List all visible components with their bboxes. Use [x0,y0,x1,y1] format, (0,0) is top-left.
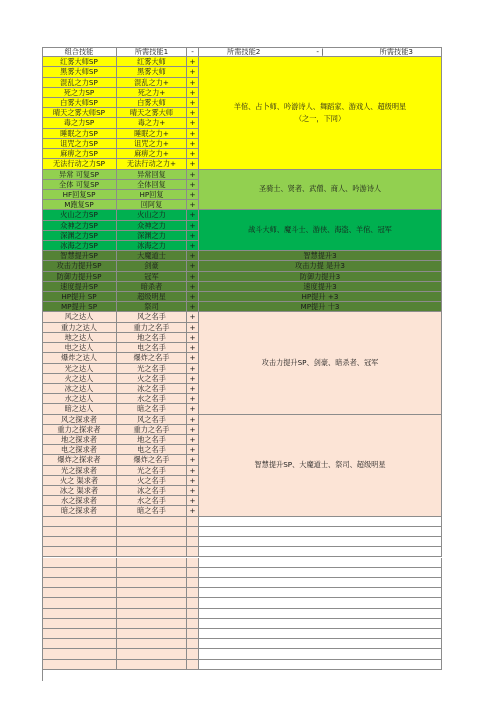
required-skill-1-cell[interactable]: 电之名手 [117,343,187,353]
combo-skill-cell[interactable]: 光之探求者 [42,466,117,476]
required-skill-1-cell[interactable]: 死之力+ [117,88,187,98]
empty-cell[interactable] [187,527,199,537]
plus-cell[interactable]: + [187,57,199,67]
required-skill-1-cell[interactable]: 地之名手 [117,333,187,343]
required-skill-1-cell[interactable]: 回阿复 [117,200,187,210]
empty-cell[interactable] [117,598,187,608]
plus-cell[interactable]: + [187,486,199,496]
plus-cell[interactable]: + [187,506,199,516]
combo-skill-cell[interactable]: 地之达人 [42,333,117,343]
required-skill-1-cell[interactable]: 晴天之雾大师 [117,108,187,118]
required-skill-1-cell[interactable]: 重力之名手 [117,425,187,435]
combo-skill-cell[interactable]: 速度提升SP [42,282,117,292]
required-skill-1-cell[interactable]: 异常回复 [117,170,187,180]
required-skill-1-cell[interactable]: 冠军 [117,272,187,282]
empty-cell[interactable] [199,609,442,619]
required-skill-2-cell[interactable]: MP提升 十3 [199,302,442,312]
required-skill-1-cell[interactable]: 毒之力+ [117,118,187,128]
empty-cell[interactable] [42,619,117,629]
combo-skill-cell[interactable]: 深渊之力SP [42,231,117,241]
empty-cell[interactable] [199,629,442,639]
combo-skill-cell[interactable]: 麻痹之力SP [42,149,117,159]
empty-cell[interactable] [187,578,199,588]
plus-cell[interactable]: + [187,98,199,108]
empty-cell[interactable] [187,547,199,557]
required-skill-1-cell[interactable]: 无法行动之力+ [117,159,187,169]
combo-skill-cell[interactable]: 重力之达人 [42,323,117,333]
combo-skill-cell[interactable]: 智慧提升SP [42,251,117,261]
plus-cell[interactable]: + [187,455,199,465]
merged-requirement-cell[interactable] [199,312,442,414]
empty-cell[interactable] [187,568,199,578]
empty-cell[interactable] [199,639,442,649]
empty-cell[interactable] [42,639,117,649]
empty-cell[interactable] [42,537,117,547]
plus-cell[interactable]: + [187,118,199,128]
combo-skill-cell[interactable]: 光之达人 [42,364,117,374]
plus-cell[interactable]: + [187,364,199,374]
empty-cell[interactable] [199,588,442,598]
header-skill-1[interactable]: 所需技能1 [117,47,187,57]
empty-cell[interactable] [199,568,442,578]
combo-skill-cell[interactable]: 暗之达人 [42,404,117,414]
required-skill-1-cell[interactable]: 火之名手 [117,476,187,486]
combo-skill-cell[interactable]: 火之达人 [42,374,117,384]
merged-requirement-line: 圣骑士、贤者、武僧、商人、吟游诗人 [258,184,382,194]
plus-cell[interactable]: + [187,67,199,77]
plus-cell[interactable]: + [187,374,199,384]
required-skill-1-cell[interactable]: 睡眠之力+ [117,129,187,139]
combo-skill-cell[interactable]: 火之 渠求者 [42,476,117,486]
required-skill-1-cell[interactable]: 冰之名手 [117,486,187,496]
empty-cell[interactable] [117,588,187,598]
merged-requirement-line: 战斗大师、魔斗士、游侠、海盗、羊倌、冠军 [248,225,392,235]
plus-cell[interactable]: + [187,435,199,445]
empty-cell[interactable] [42,588,117,598]
plus-cell[interactable]: + [187,251,199,261]
empty-cell[interactable] [187,609,199,619]
required-skill-1-cell[interactable]: 水之名手 [117,394,187,404]
header-skill-3: 所需技能3 [379,47,413,56]
empty-cell[interactable] [187,629,199,639]
header-skill-2-3[interactable] [199,47,442,57]
plus-cell[interactable]: + [187,241,199,251]
plus-cell[interactable]: + [187,139,199,149]
required-skill-1-cell[interactable]: 暗之名手 [117,506,187,516]
combo-skill-cell[interactable]: HP提升 SP [42,292,117,302]
required-skill-1-cell[interactable]: 众神之力 [117,221,187,231]
required-skill-2-cell[interactable]: 速度提升3 [199,282,442,292]
empty-cell[interactable] [117,619,187,629]
required-skill-1-cell[interactable]: 祭司 [117,302,187,312]
required-skill-1-cell[interactable]: 爆炸之名手 [117,455,187,465]
required-skill-1-cell[interactable]: 冰之名手 [117,384,187,394]
empty-cell[interactable] [117,568,187,578]
plus-cell[interactable]: + [187,210,199,220]
merged-requirement-cell[interactable] [199,170,442,211]
empty-cell[interactable] [117,527,187,537]
empty-cell[interactable] [199,619,442,629]
plus-cell[interactable]: + [187,231,199,241]
combo-skill-cell[interactable]: 黑雾大师SP [42,67,117,77]
required-skill-1-cell[interactable]: 混乱之力+ [117,78,187,88]
combo-skill-cell[interactable]: 重力之探求者 [42,425,117,435]
empty-cell[interactable] [199,660,442,670]
required-skill-1-cell[interactable]: 火山之力 [117,210,187,220]
combo-skill-cell[interactable]: 睡眠之力SP [42,129,117,139]
plus-cell[interactable]: + [187,404,199,414]
required-skill-1-cell[interactable]: 超级明星 [117,292,187,302]
header-sep[interactable]: - [187,47,199,57]
empty-cell[interactable] [42,598,117,608]
plus-cell[interactable]: + [187,200,199,210]
empty-cell[interactable] [42,578,117,588]
empty-cell[interactable] [199,558,442,568]
empty-cell[interactable] [199,537,442,547]
required-skill-1-cell[interactable]: 火之名手 [117,374,187,384]
combo-skill-cell[interactable]: 晴天之雾大师SP [42,108,117,118]
combo-skill-cell[interactable]: 异常 可复SP [42,170,117,180]
combo-skill-cell[interactable]: 火山之力SP [42,210,117,220]
required-skill-1-cell[interactable]: HP回复 [117,190,187,200]
required-skill-1-cell[interactable]: 黑雾大师 [117,67,187,77]
plus-cell[interactable]: + [187,170,199,180]
required-skill-1-cell[interactable]: 麻痹之力+ [117,149,187,159]
empty-cell[interactable] [117,649,187,659]
empty-cell[interactable] [199,649,442,659]
merged-requirement-line: 智慧提升SP、大魔道士、祭司、超级明星 [254,459,386,469]
empty-cell[interactable] [42,517,117,527]
empty-cell[interactable] [187,660,199,670]
plus-cell[interactable]: + [187,282,199,292]
plus-cell[interactable]: + [187,415,199,425]
plus-cell[interactable]: + [187,221,199,231]
plus-cell[interactable]: + [187,323,199,333]
empty-cell[interactable] [42,568,117,578]
required-skill-1-cell[interactable]: 深渊之力 [117,231,187,241]
combo-skill-cell[interactable]: 暗之探求者 [42,506,117,516]
combo-skill-cell[interactable]: HF回复SP [42,190,117,200]
empty-cell[interactable] [42,649,117,659]
empty-cell[interactable] [42,660,117,670]
combo-skill-cell[interactable]: 死之力SP [42,88,117,98]
empty-cell[interactable] [42,547,117,557]
required-skill-1-cell[interactable]: 光之名手 [117,364,187,374]
combo-skill-cell[interactable]: 全体 可复SP [42,180,117,190]
empty-cell[interactable] [117,558,187,568]
combo-skill-cell[interactable]: 电之探求者 [42,445,117,455]
combo-skill-cell[interactable]: 诅咒之力SP [42,139,117,149]
combo-skill-cell[interactable]: 冰海之力SP [42,241,117,251]
empty-cell[interactable] [187,639,199,649]
plus-cell[interactable]: + [187,129,199,139]
combo-skill-cell[interactable]: 水之探求者 [42,496,117,506]
required-skill-1-cell[interactable]: 暗之名手 [117,404,187,414]
empty-cell[interactable] [117,660,187,670]
plus-cell[interactable]: + [187,78,199,88]
empty-cell[interactable] [117,537,187,547]
plus-cell[interactable]: + [187,302,199,312]
empty-cell[interactable] [199,547,442,557]
plus-cell[interactable]: + [187,149,199,159]
required-skill-2-cell[interactable]: HP提升 +3 [199,292,442,302]
combo-skill-cell[interactable]: 红雾大师SP [42,57,117,67]
empty-cell[interactable] [117,517,187,527]
plus-cell[interactable]: + [187,476,199,486]
combo-skill-cell[interactable]: 毒之力SP [42,118,117,128]
empty-cell[interactable] [42,527,117,537]
plus-cell[interactable]: + [187,425,199,435]
required-skill-1-cell[interactable]: 全体回复 [117,180,187,190]
required-skill-1-cell[interactable]: 诅咒之力+ [117,139,187,149]
header-sep-2: - | [316,47,324,56]
combo-skill-cell[interactable]: 电之达人 [42,343,117,353]
required-skill-1-cell[interactable]: 冰海之力 [117,241,187,251]
required-skill-1-cell[interactable]: 大魔道士 [117,251,187,261]
combo-skill-cell[interactable]: 地之探求者 [42,435,117,445]
empty-cell[interactable] [187,619,199,629]
empty-cell[interactable] [42,558,117,568]
empty-cell[interactable] [117,547,187,557]
plus-cell[interactable]: + [187,272,199,282]
plus-cell[interactable]: + [187,466,199,476]
merged-requirement-line: （之一，下同） [294,113,346,123]
empty-cell[interactable] [199,527,442,537]
required-skill-1-cell[interactable]: 水之名手 [117,496,187,506]
empty-cell[interactable] [187,537,199,547]
empty-cell[interactable] [187,649,199,659]
combo-skill-cell[interactable]: 风之达人 [42,312,117,322]
combo-skill-cell[interactable]: 混乱之力SP [42,78,117,88]
merged-requirement-cell[interactable] [199,415,442,517]
empty-cell[interactable] [117,629,187,639]
combo-skill-cell[interactable]: 防御力提升SP [42,272,117,282]
empty-cell[interactable] [42,609,117,619]
merged-requirement-line: 攻击力提升SP、剑豪、暗杀者、冠军 [261,357,379,367]
empty-cell[interactable] [187,598,199,608]
empty-cell[interactable] [199,517,442,527]
combo-skill-cell[interactable]: M跑复SP [42,200,117,210]
required-skill-1-cell[interactable]: 白雾大师 [117,98,187,108]
empty-cell[interactable] [117,609,187,619]
required-skill-2-cell[interactable]: 攻击力提 是升3 [199,261,442,271]
required-skill-1-cell[interactable]: 红雾大师 [117,57,187,67]
empty-cell[interactable] [117,639,187,649]
combo-skill-cell[interactable]: 众神之力SP [42,221,117,231]
plus-cell[interactable]: + [187,108,199,118]
plus-cell[interactable]: + [187,261,199,271]
required-skill-1-cell[interactable]: 风之名手 [117,415,187,425]
spreadsheet [42,47,442,681]
combo-skill-cell[interactable]: 无法行动之力SP [42,159,117,169]
plus-cell[interactable]: + [187,333,199,343]
plus-cell[interactable]: + [187,394,199,404]
empty-cell[interactable] [187,517,199,527]
empty-cell[interactable] [42,629,117,639]
merged-requirement-cell[interactable] [199,210,442,251]
required-skill-2-cell[interactable]: 防御力提升3 [199,272,442,282]
combo-skill-cell[interactable]: 水之达人 [42,394,117,404]
combo-skill-cell[interactable]: 冰之 渠求者 [42,486,117,496]
required-skill-1-cell[interactable]: 光之名手 [117,466,187,476]
plus-cell[interactable]: + [187,353,199,363]
header-skill-2: 所需技能2 [227,47,261,56]
combo-skill-cell[interactable]: 爆炸之探求者 [42,455,117,465]
empty-cell[interactable] [117,578,187,588]
required-skill-1-cell[interactable]: 重力之名手 [117,323,187,333]
required-skill-1-cell[interactable]: 爆炸之名手 [117,353,187,363]
required-skill-1-cell[interactable]: 风之名手 [117,312,187,322]
required-skill-1-cell[interactable]: 电之名手 [117,445,187,455]
plus-cell[interactable]: + [187,180,199,190]
required-skill-2-cell[interactable]: 智慧提升3 [199,251,442,261]
required-skill-1-cell[interactable]: 暗杀者 [117,282,187,292]
plus-cell[interactable]: + [187,312,199,322]
empty-cell[interactable] [199,578,442,588]
plus-cell[interactable]: + [187,88,199,98]
empty-cell[interactable] [187,588,199,598]
plus-cell[interactable]: + [187,159,199,169]
empty-cell[interactable] [187,558,199,568]
plus-cell[interactable]: + [187,496,199,506]
combo-skill-cell[interactable]: 攻击力提升SP [42,261,117,271]
combo-skill-cell[interactable]: 白雾大师SP [42,98,117,108]
plus-cell[interactable]: + [187,292,199,302]
combo-skill-cell[interactable]: MP提升 SP [42,302,117,312]
merged-requirement-cell[interactable] [199,57,442,169]
empty-cell[interactable] [199,598,442,608]
plus-cell[interactable]: + [187,445,199,455]
combo-skill-cell[interactable]: 爆炸之达人 [42,353,117,363]
required-skill-1-cell[interactable]: 剑豪 [117,261,187,271]
combo-skill-cell[interactable]: 冰之达人 [42,384,117,394]
plus-cell[interactable]: + [187,384,199,394]
required-skill-1-cell[interactable]: 地之名手 [117,435,187,445]
header-skill-combo[interactable]: 组合技能 [42,47,117,57]
merged-requirement-line: 羊倌、占卜师、吟游诗人、舞蹈家、游戏人、超级明星 [233,101,407,111]
plus-cell[interactable]: + [187,343,199,353]
combo-skill-cell[interactable]: 风之探求者 [42,415,117,425]
plus-cell[interactable]: + [187,190,199,200]
